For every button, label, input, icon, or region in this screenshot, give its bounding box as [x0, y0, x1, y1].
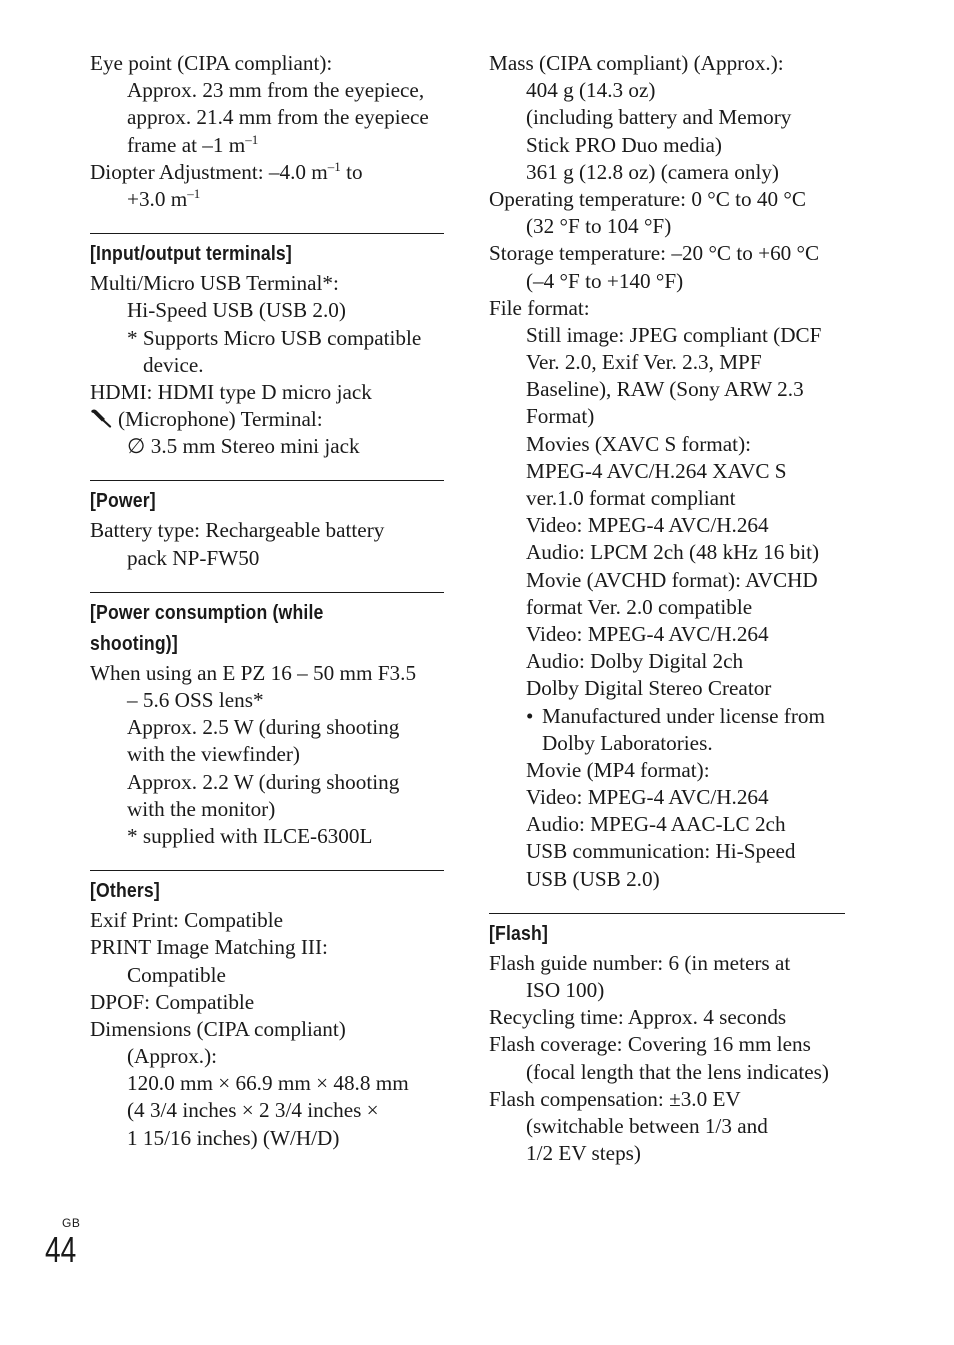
operating-temperature: Operating temperature: 0 °C to 40 °C: [489, 186, 807, 211]
region-label: GB: [62, 1216, 81, 1230]
dimensions-line: (4 3/4 inches × 2 3/4 inches ×: [127, 1098, 379, 1123]
file-format-spec: [489, 295, 845, 893]
microphone-jack-value: ∅ 3.5 mm Stereo mini jack: [127, 434, 360, 459]
operating-temperature-line2: (32 °F to 104 °F): [526, 214, 672, 239]
eye-point-line: [90, 132, 444, 159]
diopter-suffix: to: [340, 159, 363, 184]
usb-terminal-note: * Supports Micro USB compatible: [127, 325, 422, 350]
consumption-line: Approx. 2.5 W (during shooting: [127, 715, 400, 740]
eye-point-label: Eye point (CIPA compliant):: [90, 51, 333, 75]
viewfinder-spec: [90, 50, 444, 213]
file-format-line: Movie (MP4 format):: [526, 757, 710, 782]
flash-coverage: Flash coverage: Covering 16 mm lens: [489, 1032, 811, 1057]
battery-type: Battery type: Rechargeable battery: [90, 518, 385, 543]
dolby-license-note-line2: Dolby Laboratories.: [542, 730, 713, 755]
file-format-label: File format:: [489, 295, 590, 320]
file-format-line: Audio: MPEG-4 AAC-LC 2ch: [526, 812, 786, 837]
eye-point-line: Approx. 23 mm from the eyepiece,: [127, 78, 425, 103]
section-heading: [Input/output terminals]: [90, 242, 292, 266]
section-heading-line2: shooting)]: [90, 631, 178, 655]
file-format-line: MPEG-4 AVC/H.264 XAVC S: [526, 458, 787, 483]
mass-line: (including battery and Memory: [526, 105, 792, 130]
superscript: –1: [245, 131, 259, 147]
microphone-terminal: [90, 406, 444, 433]
dimensions-line: 1 15/16 inches) (W/H/D): [127, 1125, 340, 1150]
mass-label: Mass (CIPA compliant) (Approx.):: [489, 51, 784, 75]
file-format-line: Baseline), RAW (Sony ARW 2.3: [526, 377, 804, 402]
diopter-adjustment-line2: [90, 186, 444, 213]
superscript: –1: [187, 185, 201, 201]
file-format-line: Movies (XAVC S format):: [526, 431, 752, 456]
hdmi-terminal: HDMI: HDMI type D micro jack: [90, 379, 372, 404]
consumption-line: with the viewfinder): [127, 742, 300, 767]
battery-type-line2: pack NP-FW50: [127, 545, 260, 570]
file-format-line: Video: MPEG-4 AVC/H.264: [526, 621, 769, 646]
superscript: –1: [327, 158, 341, 174]
usb-terminal-note: device.: [143, 352, 204, 377]
usb-terminal-label: Multi/Micro USB Terminal*:: [90, 271, 339, 296]
section-heading: [Others]: [90, 879, 160, 903]
dpof: DPOF: Compatible: [90, 989, 255, 1014]
dimensions-label: Dimensions (CIPA compliant): [90, 1016, 346, 1041]
file-format-line: USB communication: Hi-Speed: [526, 839, 796, 864]
diopter-line2-text: +3.0 m: [127, 186, 188, 211]
file-format-line: Movie (AVCHD format): AVCHD: [526, 567, 818, 592]
dolby-license-text: Manufactured under license from: [542, 703, 825, 728]
section-flash: [489, 913, 845, 1168]
file-format-line: Audio: Dolby Digital 2ch: [526, 649, 744, 674]
flash-compensation-line2: (switchable between 1/3 and: [526, 1113, 768, 1138]
section-input-output-terminals: [90, 233, 444, 460]
file-format-line: USB (USB 2.0): [526, 866, 660, 891]
flash-guide-number: Flash guide number: 6 (in meters at: [489, 950, 791, 975]
bullet-icon: •: [526, 703, 534, 728]
diopter-adjustment: [90, 159, 444, 186]
storage-temperature-line2: (–4 °F to +140 °F): [526, 268, 684, 293]
storage-temperature: Storage temperature: –20 °C to +60 °C: [489, 241, 820, 266]
section-power-consumption: [90, 592, 444, 850]
flash-guide-number-line2: ISO 100): [526, 978, 605, 1002]
left-column: [90, 50, 444, 1152]
section-heading: [Power]: [90, 489, 156, 513]
file-format-line: Audio: LPCM 2ch (48 kHz 16 bit): [526, 540, 820, 565]
dimensions-line: (Approx.):: [127, 1044, 218, 1069]
file-format-line: Still image: JPEG compliant (DCF: [526, 322, 822, 347]
dolby-license-note: [489, 703, 845, 730]
flash-coverage-line2: (focal length that the lens indicates): [526, 1059, 829, 1084]
flash-compensation-line3: 1/2 EV steps): [526, 1141, 641, 1166]
eye-point-frame-text: frame at –1 m: [127, 132, 246, 157]
microphone-icon: [90, 408, 112, 428]
flash-compensation: Flash compensation: ±3.0 EV: [489, 1086, 741, 1111]
diopter-text: Diopter Adjustment: –4.0 m: [90, 159, 328, 184]
consumption-line: – 5.6 OSS lens*: [127, 688, 264, 712]
file-format-line: Format): [526, 404, 595, 429]
print-image-matching-label: PRINT Image Matching III:: [90, 935, 328, 960]
usb-terminal-value: Hi-Speed USB (USB 2.0): [127, 298, 346, 323]
section-heading: [Flash]: [489, 921, 549, 945]
file-format-line: Ver. 2.0, Exif Ver. 2.3, MPF: [526, 350, 762, 375]
file-format-line: Dolby Digital Stereo Creator: [526, 676, 772, 701]
consumption-line: Approx. 2.2 W (during shooting: [127, 769, 400, 794]
consumption-line: When using an E PZ 16 – 50 mm F3.5: [90, 660, 417, 685]
section-power: [90, 480, 444, 571]
section-heading: [Power consumption (while: [90, 600, 324, 624]
mass-spec: [489, 50, 845, 186]
consumption-note: * supplied with ILCE-6300L: [127, 823, 373, 848]
file-format-line: Video: MPEG-4 AVC/H.264: [526, 785, 769, 810]
file-format-line: format Ver. 2.0 compatible: [526, 594, 753, 619]
mass-line: 361 g (12.8 oz) (camera only): [526, 159, 779, 184]
flash-recycling-time: Recycling time: Approx. 4 seconds: [489, 1005, 787, 1030]
mass-line: 404 g (14.3 oz): [526, 78, 656, 103]
file-format-line: Video: MPEG-4 AVC/H.264: [526, 513, 769, 538]
print-image-matching-value: Compatible: [127, 962, 226, 987]
exif-print: Exif Print: Compatible: [90, 908, 284, 933]
microphone-terminal-label: (Microphone) Terminal:: [118, 407, 323, 432]
page-number: 44: [45, 1229, 77, 1270]
right-column: [489, 50, 845, 1167]
eye-point-line: approx. 21.4 mm from the eyepiece: [127, 105, 429, 130]
section-others: [90, 870, 444, 1152]
consumption-line: with the monitor): [127, 796, 276, 821]
dimensions-line: 120.0 mm × 66.9 mm × 48.8 mm: [127, 1071, 409, 1096]
file-format-line: ver.1.0 format compliant: [526, 486, 736, 510]
mass-line: Stick PRO Duo media): [526, 132, 722, 157]
